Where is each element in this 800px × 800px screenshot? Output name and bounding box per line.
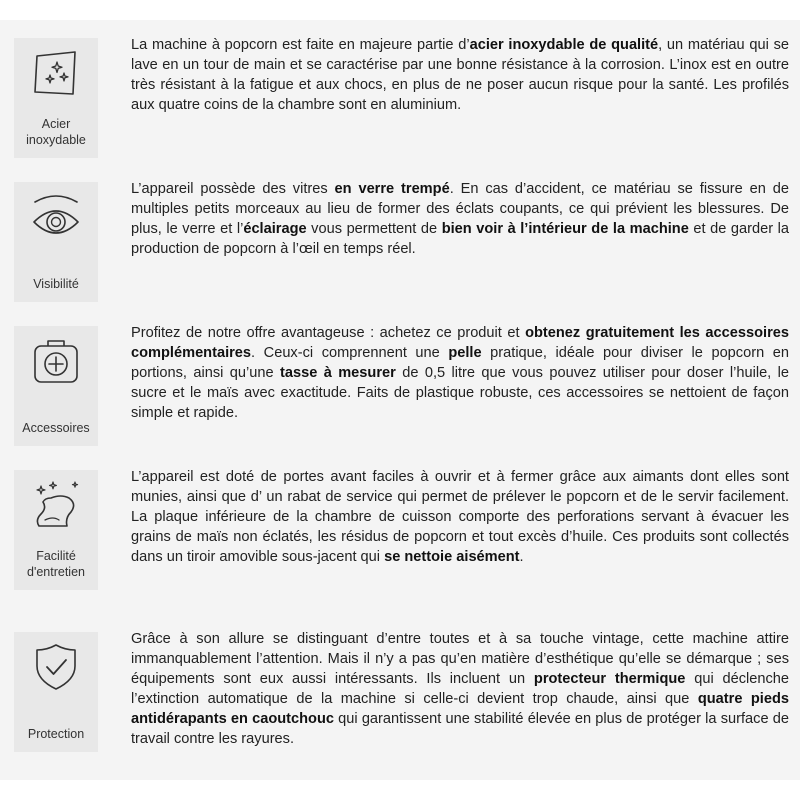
feature-protection: [0, 632, 800, 762]
highlight-text: se nettoie aisément: [384, 549, 520, 565]
body-text: L’appareil est doté de portes avant faciles à ouvrir et à fermer grâce aux aimants dont elles sont munies, ainsi que d’ un rabat de service qui permet de prélever le popcorn et de le servir facilement. La plaque inférieure de la chambre de cuisson comporte des perforations servant à évacuer les grains de maïs non éclatés, les résidus de popcorn et tout excès d’huile. Ces produits sont collectés dans un tiroir amovible sous-jacent qui: [131, 469, 789, 565]
body-text: qui garantissent une stabilité élevée en plus de protéger la surface de travail contre les rayures.: [131, 711, 789, 747]
stainless-steel-sparkle-icon: [31, 48, 81, 98]
body-text: , un matériau qui se lave en un tour de main et se caractérise par une bonne résistance à la corrosion. L’inox est en outre très résistant à la fatigue et aux chocs, en plus de ne poser aucun risque pour la santé. Les profilés aux quatre coins de la chambre sont en aluminium.: [131, 37, 789, 113]
cleaning-cloth-sparkle-icon: [31, 480, 81, 530]
feature-label: Protection: [27, 727, 85, 741]
feature-icon-card: [14, 632, 98, 752]
highlight-text: quatre pieds antidérapants en caoutchouc: [131, 691, 789, 727]
body-text: Grâce à son allure se distinguant d’entre toutes et à sa touche vintage, cette machine attire immanquablement l’attention. Mais il n’y a pas qu’en matière d’esthétique qu’elle se démarque ; ses équipements sont eux aussi intéressants. Ils incluent un: [131, 631, 789, 687]
body-text: vous permettent de: [306, 221, 442, 237]
feature-visibility: [0, 182, 800, 312]
body-text: qui déclenche l’extinction automatique de la machine si celle-ci devient trop chaude, ainsi que: [131, 671, 790, 707]
eye-icon: [31, 192, 81, 242]
feature-description: [131, 629, 789, 749]
body-text: L’appareil possède des vitres: [131, 181, 335, 197]
body-text: de 0,5 litre que vous pouvez utiliser pour doser l’huile, le sucre et le maïs avec exactitude. Faits de plastique robuste, ces accessoires se nettoient de façon simple et rapide.: [131, 365, 789, 421]
body-text: . En cas d’accident, ce matériau se fissure en de multiples petits morceaux au lieu de former des éclats coupants, ce qui prévient les blessures. De plus, le verre et l’: [131, 181, 789, 237]
feature-accessories: [0, 326, 800, 456]
feature-icon-card: [14, 470, 98, 590]
highlight-text: acier inoxydable de qualité: [469, 37, 659, 53]
highlight-text: obtenez gratuitement les accessoires complémentaires: [131, 325, 789, 361]
highlight-text: protecteur thermique: [533, 671, 686, 687]
feature-icon-card: [14, 38, 98, 158]
body-text: .: [519, 549, 524, 565]
feature-description: [131, 35, 789, 115]
highlight-text: bien voir à l’intérieur de la machine: [441, 221, 689, 237]
feature-label: Visibilité: [33, 277, 79, 291]
accessory-case-plus-icon: [31, 336, 81, 386]
feature-label: Acier inoxydable: [26, 117, 86, 147]
feature-stainless-steel: [0, 38, 800, 168]
body-text: pratique, idéale pour diviser le popcorn en portions, ainsi qu’une: [131, 345, 789, 381]
feature-label: Facilité d'entretien: [27, 549, 85, 579]
feature-label: Accessoires: [22, 421, 90, 435]
highlight-text: tasse à mesurer: [279, 365, 396, 381]
shield-check-icon: [31, 642, 81, 692]
highlight-text: pelle: [448, 345, 482, 361]
body-text: Profitez de notre offre avantageuse : achetez ce produit et: [131, 325, 526, 341]
feature-description: [131, 467, 789, 567]
features-panel: [0, 20, 800, 780]
feature-icon-card: [14, 182, 98, 302]
feature-description: [131, 323, 789, 423]
feature-easy-maintenance: [0, 470, 800, 600]
highlight-text: en verre trempé: [334, 181, 450, 197]
feature-icon-card: [14, 326, 98, 446]
highlight-text: éclairage: [243, 221, 307, 237]
body-text: . Ceux-ci comprennent une: [251, 345, 449, 361]
body-text: La machine à popcorn est faite en majeure partie d’: [131, 37, 470, 53]
body-text: et de garder la production de popcorn à l’œil en temps réel.: [131, 221, 790, 257]
feature-description: [131, 179, 789, 259]
